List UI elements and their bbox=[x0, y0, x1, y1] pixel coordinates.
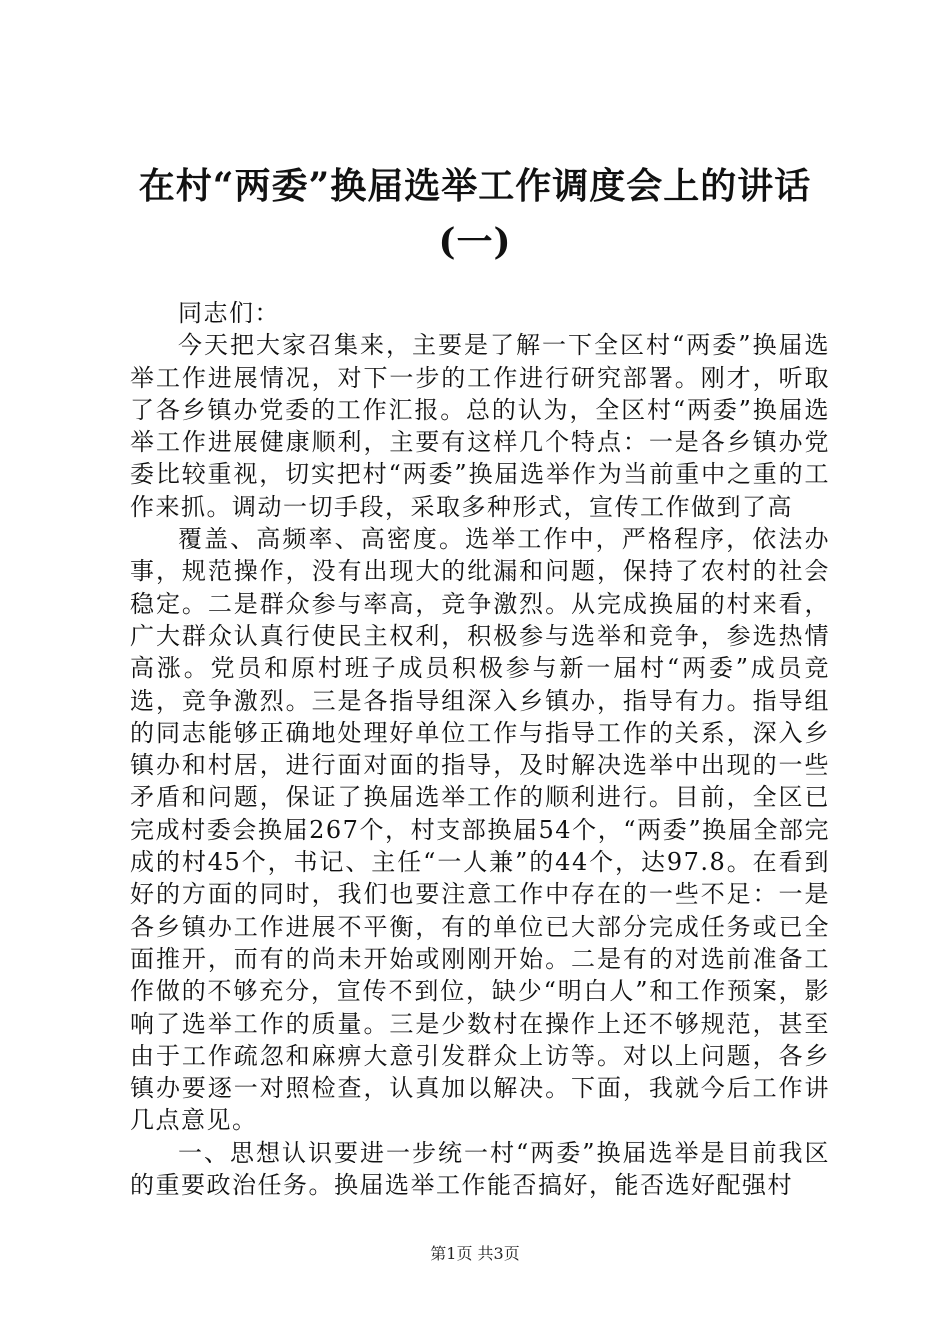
document-title-subtitle: (一) bbox=[438, 221, 512, 263]
document-body bbox=[130, 297, 830, 1201]
body-paragraph: 覆盖、高频率、高密度。选举工作中，严格程序，依法办事，规范操作，没有出现大的纰漏和问题，保持了农村的社会稳定。二是群众参与率高，竞争激烈。从完成换届的村来看，广大群众认真行使民主权利，积极参与选举和竞争，参选热情高涨。党员和原村班子成员积极参与新一届村“两委”成员竞选，竞争激烈。三是各指导组深入乡镇办，指导有力。指导组的同志能够正确地处理好单位工作与指导工作的关系，深入乡镇办和村居，进行面对面的指导，及时解决选举中出现的一些矛盾和问题，保证了换届选举工作的顺利进行。目前，全区已完成村委会换届267个，村支部换届54个，“两委”换届全部完成的村45个，书记、主任“一人兼”的44个，达97.8。在看到好的方面的同时，我们也要注意工作中存在的一些不足：一是各乡镇办工作进展不平衡，有的单位已大部分完成任务或已全面推开，而有的尚未开始或刚刚开始。二是有的对选前准备工作做的不够充分，宣传不到位，缺少“明白人”和工作预案，影响了选举工作的质量。三是少数村在操作上还不够规范，甚至由于工作疏忽和麻痹大意引发群众上访等。对以上问题，各乡镇办要逐一对照检查，认真加以解决。下面，我就今后工作讲几点意见。 bbox=[130, 525, 830, 1135]
document-title: 在村“两委”换届选举工作调度会上的讲话 bbox=[138, 165, 812, 207]
page-footer: 第1页 共3页 bbox=[430, 1244, 520, 1263]
salutation-paragraph: 同志们： bbox=[178, 299, 280, 327]
body-paragraph: 今天把大家召集来，主要是了解一下全区村“两委”换届选举工作进展情况，对下一步的工作进行研究部署。刚才，听取了各乡镇办党委的工作汇报。总的认为，全区村“两委”换届选举工作进展健康顺利，主要有这样几个特点：一是各乡镇办党委比较重视，切实把村“两委”换届选举作为当前重中之重的工作来抓。调动一切手段，采取多种形式，宣传工作做到了高 bbox=[130, 331, 830, 521]
body-paragraph: 一、思想认识要进一步统一村“两委”换届选举是目前我区的重要政治任务。换届选举工作能否搞好，能否选好配强村 bbox=[130, 1138, 830, 1200]
